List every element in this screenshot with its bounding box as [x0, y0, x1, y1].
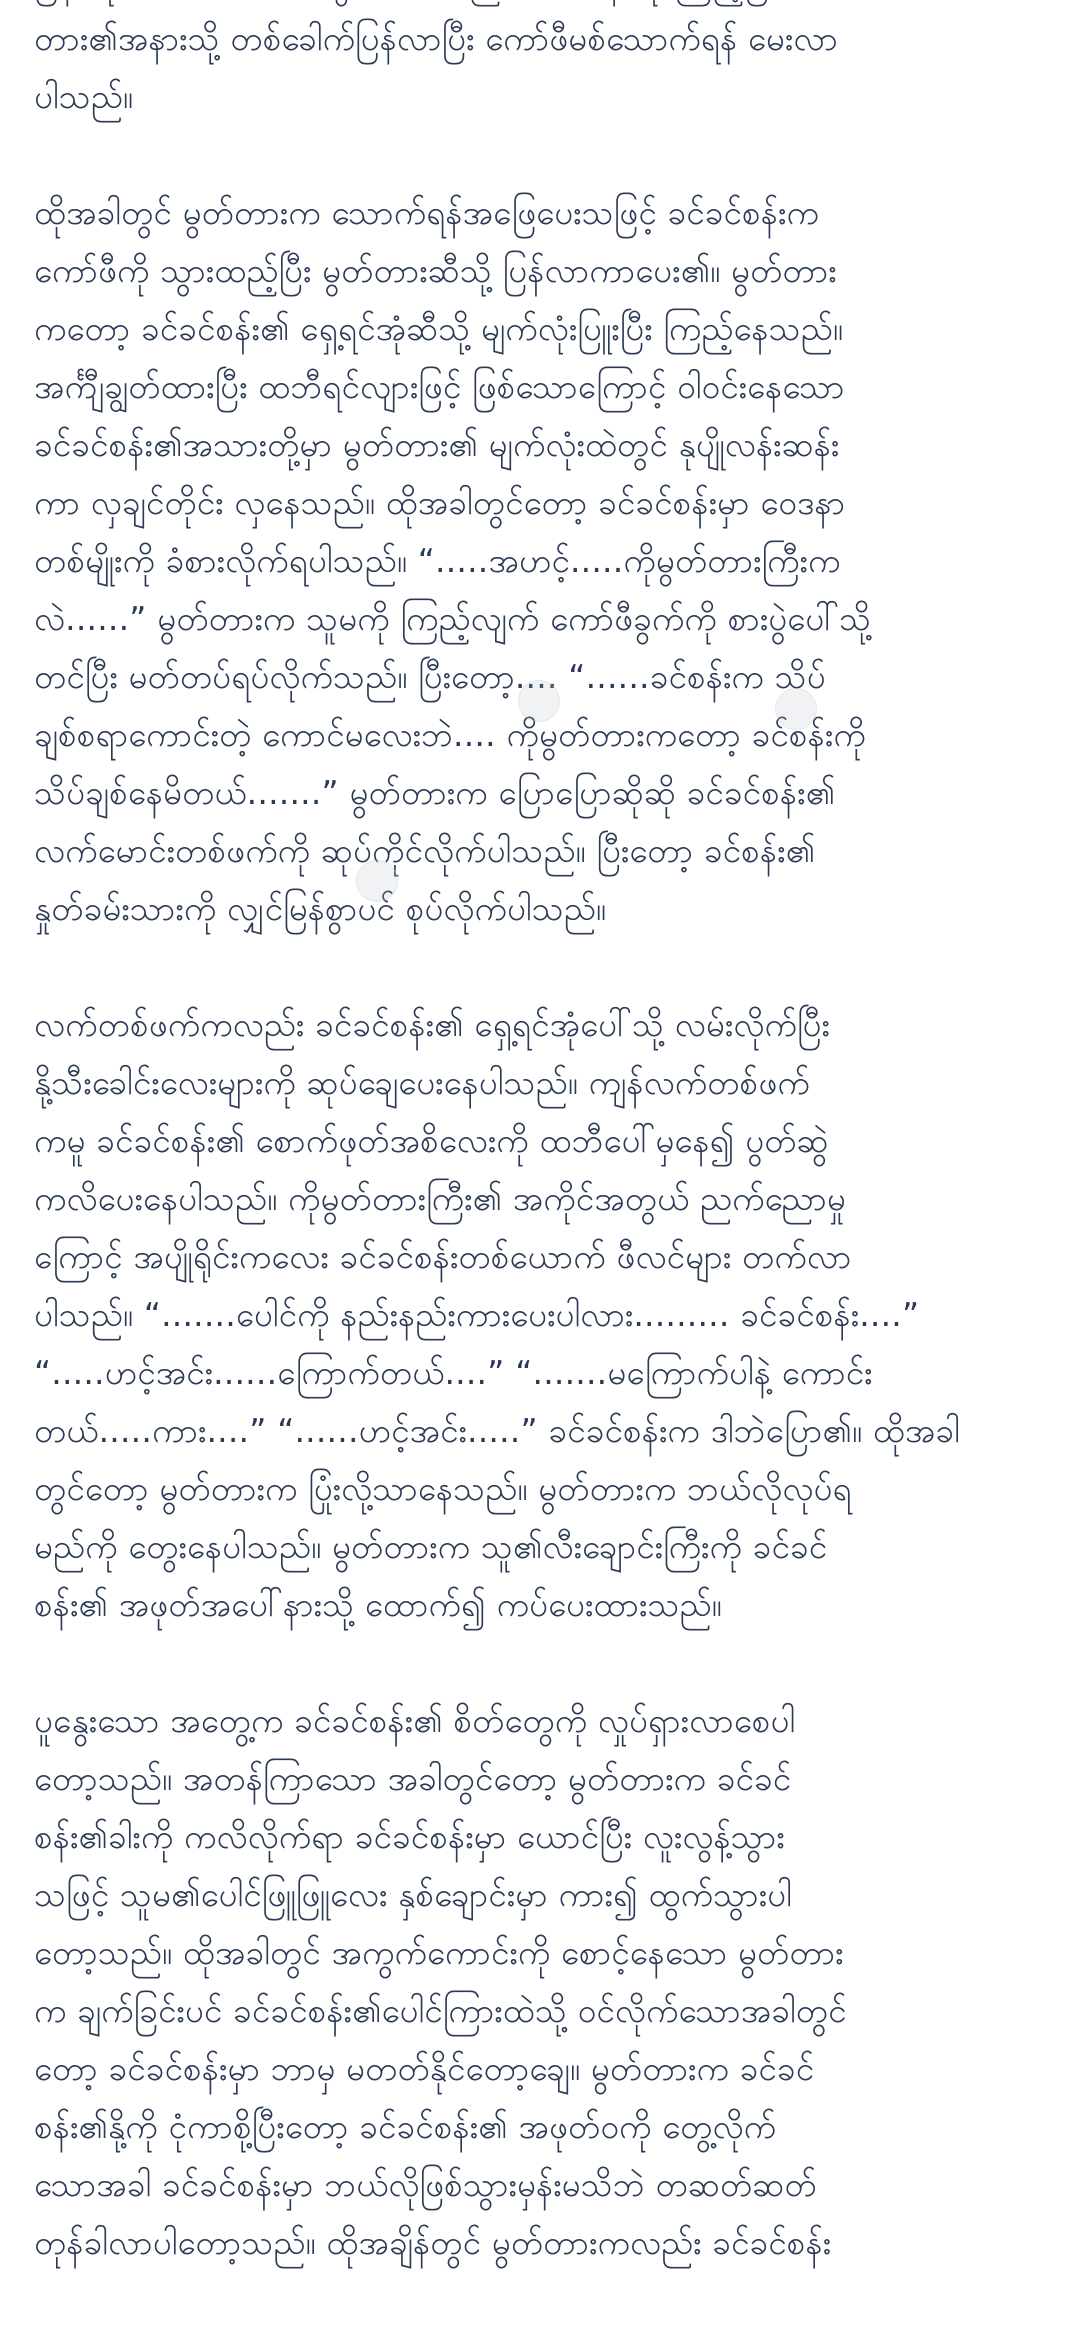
text-line: တုန်ခါလာပါတော့သည်။ ထိုအချိန်တွင် မွတ်တားကလည်း ခင်ခင်စန်း	[34, 2223, 832, 2262]
text-line: ကော်ဖီကို သွားထည့်ပြီး မွတ်တားဆီသို့ ပြန်လာကာပေး၏။ မွတ်တား	[34, 251, 837, 290]
text-line: ကမူ ခင်ခင်စန်း၏ စောက်ဖုတ်အစိလေးကို ထဘီပေါ်မှနေ၍ ပွတ်ဆွဲ	[34, 1121, 829, 1160]
text-line: တား၏အနားသို့ တစ်ခေါက်ပြန်လာပြီး ကော်ဖီမစ်သောက်ရန် မေးလာ	[34, 19, 839, 58]
touch-ripple	[518, 680, 560, 722]
text-line: သဖြင့် သူမ၏ပေါင်ဖြူဖြူလေး နှစ်ချောင်းမှာ ကား၍ ထွက်သွားပါ	[34, 1875, 792, 1914]
text-line: ချစ်စရာကောင်းတဲ့ ကောင်မလေးဘဲ.... ကိုမွတ်တားကတော့ ခင်စန်းကို	[34, 715, 866, 754]
text-line: ထိုအခါတွင် မွတ်တားက သောက်ရန်အဖြေပေးသဖြင့် ခင်ခင်စန်းက	[34, 193, 819, 232]
text-line: စန်း၏ အဖုတ်အပေါ်နားသို့ ထောက်၍ ကပ်ပေးထားသည်။	[34, 1585, 722, 1624]
text-line: တော့သည်။ ထိုအခါတွင် အကွက်ကောင်းကို စောင့်နေသော မွတ်တား	[34, 1933, 844, 1972]
text-line: ကြောင့် အပျိုရိုင်းကလေး ခင်ခင်စန်းတစ်ယောက် ဖီလင်များ တက်လာ	[34, 1237, 852, 1276]
text-line: စန်း၏နို့ကို ငုံကာစို့ပြီးတော့ ခင်ခင်စန်း၏ အဖုတ်ဝကို တွေ့လိုက်	[34, 2107, 777, 2146]
text-line: နို့သီးခေါင်းလေးများကို ဆုပ်ချေပေးနေပါသည်။ ကျန်လက်တစ်ဖက်	[34, 1063, 810, 1102]
text-line: တယ်.....ကား....” “......ဟင့်အင်း.....” ခင်ခင်စန်းက ဒါဘဲပြော၏။ ထိုအခါ	[34, 1411, 960, 1450]
text-line: ကာ လှချင်တိုင်း လှနေသည်။ ထိုအခါတွင်တော့ ခင်ခင်စန်းမှာ ဝေဒနာ	[34, 483, 846, 522]
text-line: တော့သည်။ အတန်ကြာသော အခါတွင်တော့ မွတ်တားက ခင်ခင်	[34, 1759, 792, 1798]
text-line: စန်း၏ခါးကို ကလိလိုက်ရာ ခင်ခင်စန်းမှာ ယောင်ပြီး လူးလွန့်သွား	[34, 1817, 785, 1856]
text-line	[34, 0, 1046, 10]
text-line: ကတော့ ခင်ခင်စန်း၏ ရှေ့ရင်အုံဆီသို့ မျက်လုံးပြူးပြီး ကြည့်နေသည်။	[34, 309, 844, 348]
text-line: အင်္ကျီချွတ်ထားပြီး ထဘီရင်လျားဖြင့် ဖြစ်သောကြောင့် ဝါဝင်းနေသော	[34, 367, 845, 406]
text-line: နှုတ်ခမ်းသားကို လျှင်မြန်စွာပင် စုပ်လိုက်ပါသည်။	[34, 889, 607, 928]
text-line: ကလိပေးနေပါသည်။ ကိုမွတ်တားကြီး၏ အကိုင်အတွယ် ညက်ညောမှု	[34, 1179, 846, 1218]
text-line: တော့ ခင်ခင်စန်းမှာ ဘာမှ မတတ်နိုင်တော့ချေ။ မွတ်တားက ခင်ခင်	[34, 2049, 815, 2088]
text-line: တင်ပြီး မတ်တပ်ရပ်လိုက်သည်။ ပြီးတော့.... “......ခင်စန်းက သိပ်	[34, 657, 826, 696]
paragraph	[34, 996, 1046, 1634]
text-line: က ချက်ခြင်းပင် ခင်ခင်စန်း၏ပေါင်ကြားထဲသို့ ဝင်လိုက်သောအခါတွင်	[34, 1991, 847, 2030]
text-line: လက်တစ်ဖက်ကလည်း ခင်ခင်စန်း၏ ရှေ့ရင်အုံပေါ်သို့ လမ်းလိုက်ပြီး	[34, 1005, 830, 1044]
text-line: မည်ကို တွေးနေပါသည်။ မွတ်တားက သူ၏လီးချောင်းကြီးကို ခင်ခင်	[34, 1527, 828, 1566]
text-line: ပါသည်။	[34, 77, 134, 116]
paragraph	[34, 0, 1046, 126]
text-line: သောအခါ ခင်ခင်စန်းမှာ ဘယ်လိုဖြစ်သွားမှန်းမသိဘဲ တဆတ်ဆတ်	[34, 2165, 817, 2204]
touch-ripple	[356, 860, 398, 902]
touch-ripple	[775, 688, 817, 730]
text-line: လက်မောင်းတစ်ဖက်ကို ဆုပ်ကိုင်လိုက်ပါသည်။ ပြီးတော့ ခင်စန်း၏	[34, 831, 816, 870]
text-line: လဲ......” မွတ်တားက သူမကို ကြည့်လျက် ကော်ဖီခွက်ကို စားပွဲပေါ်သို့	[34, 599, 872, 638]
text-line: ပူနွေးသော အတွေ့က ခင်ခင်စန်း၏ စိတ်တွေကို လှုပ်ရှားလာစေပါ	[34, 1701, 796, 1740]
paragraph	[34, 1692, 1046, 2272]
text-line: “.....ဟင့်အင်း......ကြောက်တယ်....” “.......မကြောက်ပါနဲ့ ကောင်း	[34, 1353, 873, 1392]
paragraph	[34, 184, 1046, 938]
text-line: တစ်မျိုးကို ခံစားလိုက်ရပါသည်။ “.....အဟင့်.....ကိုမွတ်တားကြီးက	[34, 541, 841, 580]
text-line: ခင်ခင်စန်း၏အသားတို့မှာ မွတ်တား၏ မျက်လုံးထဲတွင် နုပျိုလန်းဆန်း	[34, 425, 840, 464]
text-line: တွင်တော့ မွတ်တားက ပြုံးလို့သာနေသည်။ မွတ်တားက ဘယ်လိုလုပ်ရ	[34, 1469, 852, 1508]
text-line: သိပ်ချစ်နေမိတယ်.......” မွတ်တားက ပြောပြောဆိုဆို ခင်ခင်စန်း၏	[34, 773, 836, 812]
text-line: ပါသည်။ “.......ပေါင်ကို နည်းနည်းကားပေးပါလား......... ခင်ခင်စန်း....”	[34, 1295, 920, 1334]
